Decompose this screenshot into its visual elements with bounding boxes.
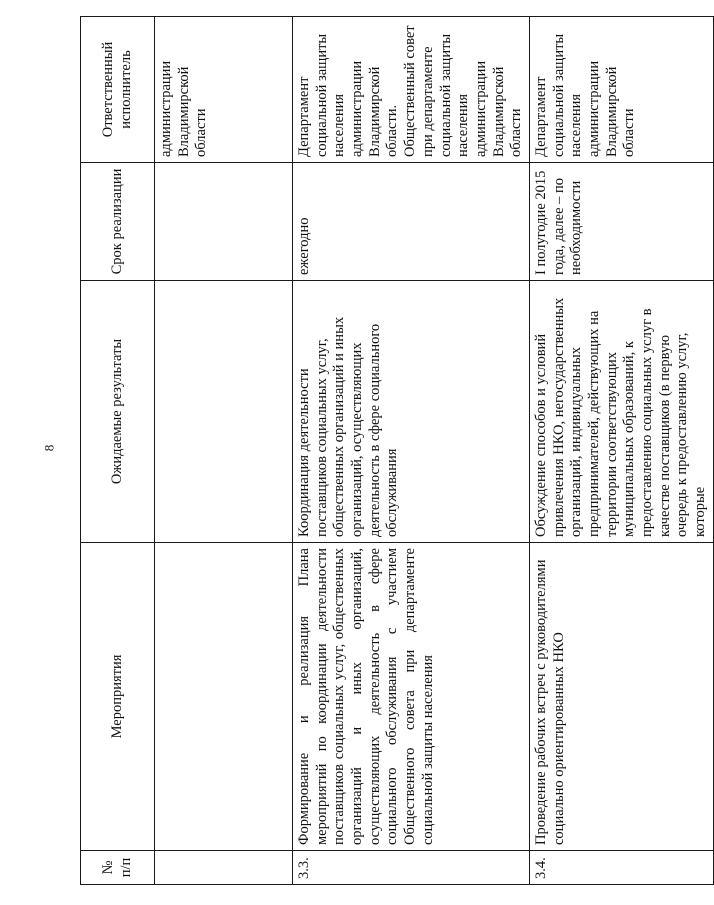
header-num: № п/п — [81, 851, 155, 885]
cell-result: Обсуждение способов и условий привлечения НКО, негосударственных организаций, индивидуальных предпринимателей, действующих на территории соответствующих муниципальных образований, к предоставлению социальных услуг в качестве поставщиков (в первую очередь к предоставлению услуг, которые — [529, 281, 713, 543]
cell-result — [155, 281, 293, 543]
table-row — [293, 17, 530, 885]
header-event: Мероприятия — [81, 543, 155, 851]
header-term: Срок реализации — [81, 163, 155, 281]
cell-term: I полугодие 2015 года, далее – по необходимости — [529, 163, 713, 281]
header-result: Ожидаемые результаты — [81, 281, 155, 543]
cell-responsible: Департамент социальной защиты населения администрации Владимирской области. Общественный совет при департаменте социальной защиты населения администрации Владимирской области — [293, 17, 530, 163]
cell-responsible: Департамент социальной защиты населения администрации Владимирской области — [529, 17, 713, 163]
measures-table — [80, 16, 714, 885]
table-row — [155, 17, 293, 885]
page-number: 8 — [41, 444, 57, 452]
cell-event: Формирование и реализация Плана мероприятий по координации деятельности поставщиков социальных услуг, общественных организаций и иных организаций, осуществляющих деятельность в сфере социального обслуживания с участием Общественного совета при департаменте социальной защиты населения — [293, 543, 530, 851]
cell-num: 3.4. — [529, 851, 713, 885]
cell-responsible: администрации Владимирской области — [155, 17, 293, 163]
cell-num — [155, 851, 293, 885]
cell-result: Координация деятельности поставщиков социальных услуг, общественных организаций и иных организаций, осуществляющих деятельность в сфере социального обслуживания — [293, 281, 530, 543]
cell-term — [155, 163, 293, 281]
header-responsible: Ответственный исполнитель — [81, 17, 155, 163]
table-row — [529, 17, 713, 885]
table-header-row — [81, 17, 155, 885]
rotated-table-container — [80, 5, 709, 885]
cell-event: Проведение рабочих встреч с руководителями социально ориентированных НКО — [529, 543, 713, 851]
cell-event — [155, 543, 293, 851]
cell-term: ежегодно — [293, 163, 530, 281]
cell-num: 3.3. — [293, 851, 530, 885]
